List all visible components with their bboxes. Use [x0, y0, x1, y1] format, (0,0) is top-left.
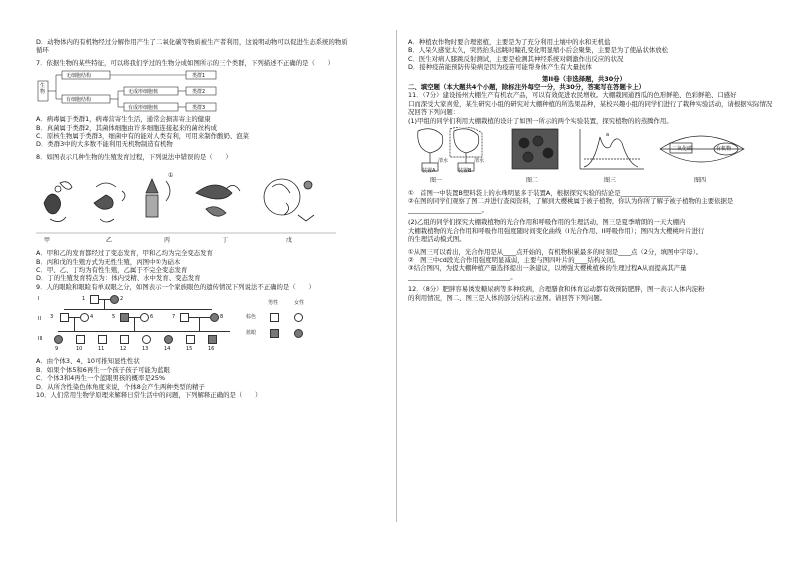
gen-label-1: I	[38, 296, 40, 303]
fig1-water-a: 清水	[438, 158, 449, 165]
q11-line-5: ① 首图一中装置B塑料袋上的水珠明显多于装置A，根据探究实验的结论是________________	[408, 189, 672, 198]
q7-option-b: B．真菌属于类群2，其菌体细胞由许多细胞连接起来的菌丝构成	[36, 123, 217, 132]
q8-option-a: A．甲和乙的发育都经过了变态发育，甲和乙均为完全变态发育	[36, 249, 213, 258]
q11-line-4: (1)甲组的同学们利用大棚栽植的设计了如图一所示的两个实验装置，探究植物的的蒸腾作用。	[408, 116, 673, 125]
q8-option-d: D．丁的生殖发育特点为：体内受精、水中发育、变态发育	[36, 274, 201, 283]
individual-16	[208, 335, 217, 344]
individual-10	[76, 335, 85, 344]
fig-caption-1: 图一	[430, 177, 443, 185]
diagram-has-nucleus: 有成形细胞核	[128, 105, 159, 112]
individual-14	[164, 335, 173, 344]
right-column	[408, 38, 773, 302]
individual-4	[80, 313, 89, 322]
gen-label-3: III	[38, 336, 43, 343]
diagram-root-label: 生物	[40, 83, 46, 96]
figure-label-wu: 戊	[286, 237, 293, 245]
reproduction-drawings	[36, 163, 336, 235]
pedigree-chart: I II III 1 2 3 4 5 6 7 8 9 10 11 12 13 14 15 16 男性 女性 棕色 蓝眼	[38, 296, 305, 353]
q9-option-c: C．个体3和4再生一个蓝眼男孩的概率是25%	[36, 374, 166, 383]
fig-caption-3: 图三	[604, 177, 617, 185]
q6-option-d: D．动物体内的有机物经过分解作用产生了二氧化碳等物质被生产者利用，这说明动物可以促进生态系统的物质	[36, 38, 348, 46]
experiment-figures	[408, 127, 760, 187]
q11-line-2: 口而深受大家喜爱，某生研究小组的研究对大棚种植的所选果品种，某校兴趣小组的同学们进行了栽种实验活动，请根据实际情况	[408, 99, 773, 108]
individual-6	[140, 313, 149, 322]
q11-line-3: 况回答下列问题：	[408, 108, 460, 117]
fig1-device-b: 装置B	[458, 168, 472, 175]
q10-option-a: A．种植农作物时要合理密植，主要是为了充分利用土壤中的水和无机盐	[408, 38, 611, 46]
individual-2	[110, 295, 119, 304]
fig4-organic: 有机物	[716, 146, 732, 153]
fig1-water-b: 清水	[474, 158, 485, 165]
q11-line-6: ②在图的同学们观察了图二并进行查阅资料，了解到大樱桃属于被子植物，你认为你所了解子被子植物的主要依据是	[408, 197, 734, 206]
q11-line-14: ________________________________。	[408, 272, 517, 281]
q7-option-a: A．病毒属于类群1，病毒营寄生生活，通常会损害寄主的健康	[36, 115, 211, 124]
figure-label-bing: 丙	[164, 237, 171, 245]
question-8: 8．如图表示几种生物的生殖发育过程，下列说法中错误的是（ ）	[36, 152, 232, 161]
q10-option-b: B．人呆久感觉太久，突然抬头远眺时瞳孔变化明显缩小后会聚集，主要是为了使晶状体放松	[408, 46, 669, 55]
q8-option-b: B．丙和戊的生殖方式为无性生殖，丙图中①为砧木	[36, 257, 181, 266]
legend-male-brown	[270, 313, 279, 322]
section-2-title: 二、填空题（本大题共4个小题，除标注外每空一分，共30分，答案写在答题卡上）	[408, 83, 646, 92]
q11-line-7: _______________________。	[408, 205, 488, 214]
diagram-no-nucleus: 无成形细胞核	[128, 89, 159, 96]
fig3-point: a	[606, 132, 610, 139]
part-2-title: 第II卷（非选择题，共30分）	[542, 74, 626, 83]
fig-caption-2: 图二	[526, 177, 539, 185]
diagram-group-3: 类群3	[192, 105, 206, 112]
individual-12	[120, 335, 129, 344]
q11-line-10: 的生理活动模式图。	[408, 235, 466, 244]
q6-option-d-cont: 循环	[36, 46, 49, 55]
diagram-group-2: 类群2	[192, 89, 206, 96]
q7-option-c: C．原核生物属于类群3，细菌中有的能对人类有利，可用来制作酸奶、泡菜	[36, 132, 250, 141]
question-7: 7．依据生物的某些特征，可以将我们学过的生物分成如图所示的三个类群，下列描述不正确的是（ ）	[36, 58, 335, 67]
legend-brown: 棕色	[246, 314, 257, 321]
legend-blue: 蓝眼	[246, 330, 257, 337]
fig1-device-a: 装置A	[422, 168, 436, 175]
question-9: 9．人的眼睑和眼睑有单双眼之分，如图表示一个家族眼色的遗传情况下列说法不正确的是（ ）	[36, 282, 315, 291]
diagram-has-cell: 有细胞结构	[66, 97, 92, 104]
individual-9	[54, 335, 63, 344]
classification-diagram	[36, 69, 384, 113]
legend-male: 男性	[268, 300, 279, 307]
figure-label-jia: 甲	[44, 237, 51, 245]
diagram-group-1: 类群1	[192, 73, 206, 80]
q12-line-2: 的利用情况，图二、图三是人体的部分结构示意图。请回答下列问题。	[408, 293, 607, 302]
individual-8	[210, 313, 219, 322]
column-divider	[396, 30, 397, 522]
q11-line-1: 11．（7分）建设扬州大棚生产有机农产品，可以有效促进农民增收。大棚栽园通西瓜的色形鲜艳、色彩鲜艳、口感好	[408, 91, 737, 100]
legend-female: 女性	[294, 300, 305, 307]
q11-line-9: 大棚栽植物的光合作用和呼吸作用强度随时间变化曲线（I光合作用、II呼吸作用）；图四为大樱桃叶片进行	[408, 226, 705, 235]
q9-option-b: B．如果个体5和6再生一个孩子孩子可能为蓝眼	[36, 365, 170, 374]
legend-female-blue	[294, 329, 303, 338]
q11-line-11: ①从图三可以看出，光合作用是从____点开始的，有机物积累最多的时刻是____点（2分，填图中字母）。	[408, 247, 703, 256]
fig-caption-4: 图四	[694, 177, 707, 185]
fig4-co2: 二氧化碳	[672, 146, 693, 153]
individual-11	[98, 335, 107, 344]
q8-option-c: C．甲、乙、丁均为有性生殖，乙属于不完全变态发育	[36, 266, 188, 275]
gen-label-2: II	[38, 316, 41, 323]
legend-male-blue	[270, 329, 279, 338]
q9-option-a: A．由个体3、4、10可推知显性性状	[36, 357, 140, 366]
legend-female-brown	[294, 313, 303, 322]
q11-line-13: ③结合图四，为提大棚种植产量选择提出一条建议，以增强大樱桃植株的生理过程A从而提高其产量	[408, 264, 687, 273]
q9-option-d: D．从所含性染色体角度来说，个体8会产生两种类型的精子	[36, 382, 205, 391]
q11-line-8: (2)乙组的同学们探究大棚栽植物的光合作用和呼吸作用的生理活动，图三是夏季晴朗的一天大棚内	[408, 218, 686, 227]
figure-label-ding: 丁	[222, 237, 229, 245]
individual-15	[186, 335, 195, 344]
reproduction-illustration	[36, 163, 384, 247]
q12-line-1: 12．（8分）肥胖容易诱发糖尿病等多种疾病，合理膳食和体育运动都有效预防肥胖，图一表示人体内淀粉	[408, 285, 705, 294]
q10-option-d: D．接种疫苗能预防传染病是因为疫苗可能帮身体产生有大量抗体	[408, 63, 592, 72]
diagram-no-cell: 无细胞结构	[66, 73, 92, 80]
q10-option-c: C．医生对病人膝跳反射测试，主要是检测其神经系统对刺激作出反应的状况	[408, 54, 624, 63]
figure-label-yi: 乙	[106, 237, 113, 245]
question-10: 10．人们常用生物学原理来解释日常生活中的问题，下列解释正确的是（ ）	[36, 390, 262, 399]
q7-option-d: D．类群3中的大多数不能利用无机物制造有机物	[36, 140, 173, 149]
svg-text:①: ①	[168, 172, 174, 180]
individual-13	[142, 335, 151, 344]
q11-line-12: ② 图三中cd段光合作用强度明显减弱，主要与图四叶片的____结构关闭。	[408, 255, 620, 264]
left-column	[36, 38, 384, 399]
